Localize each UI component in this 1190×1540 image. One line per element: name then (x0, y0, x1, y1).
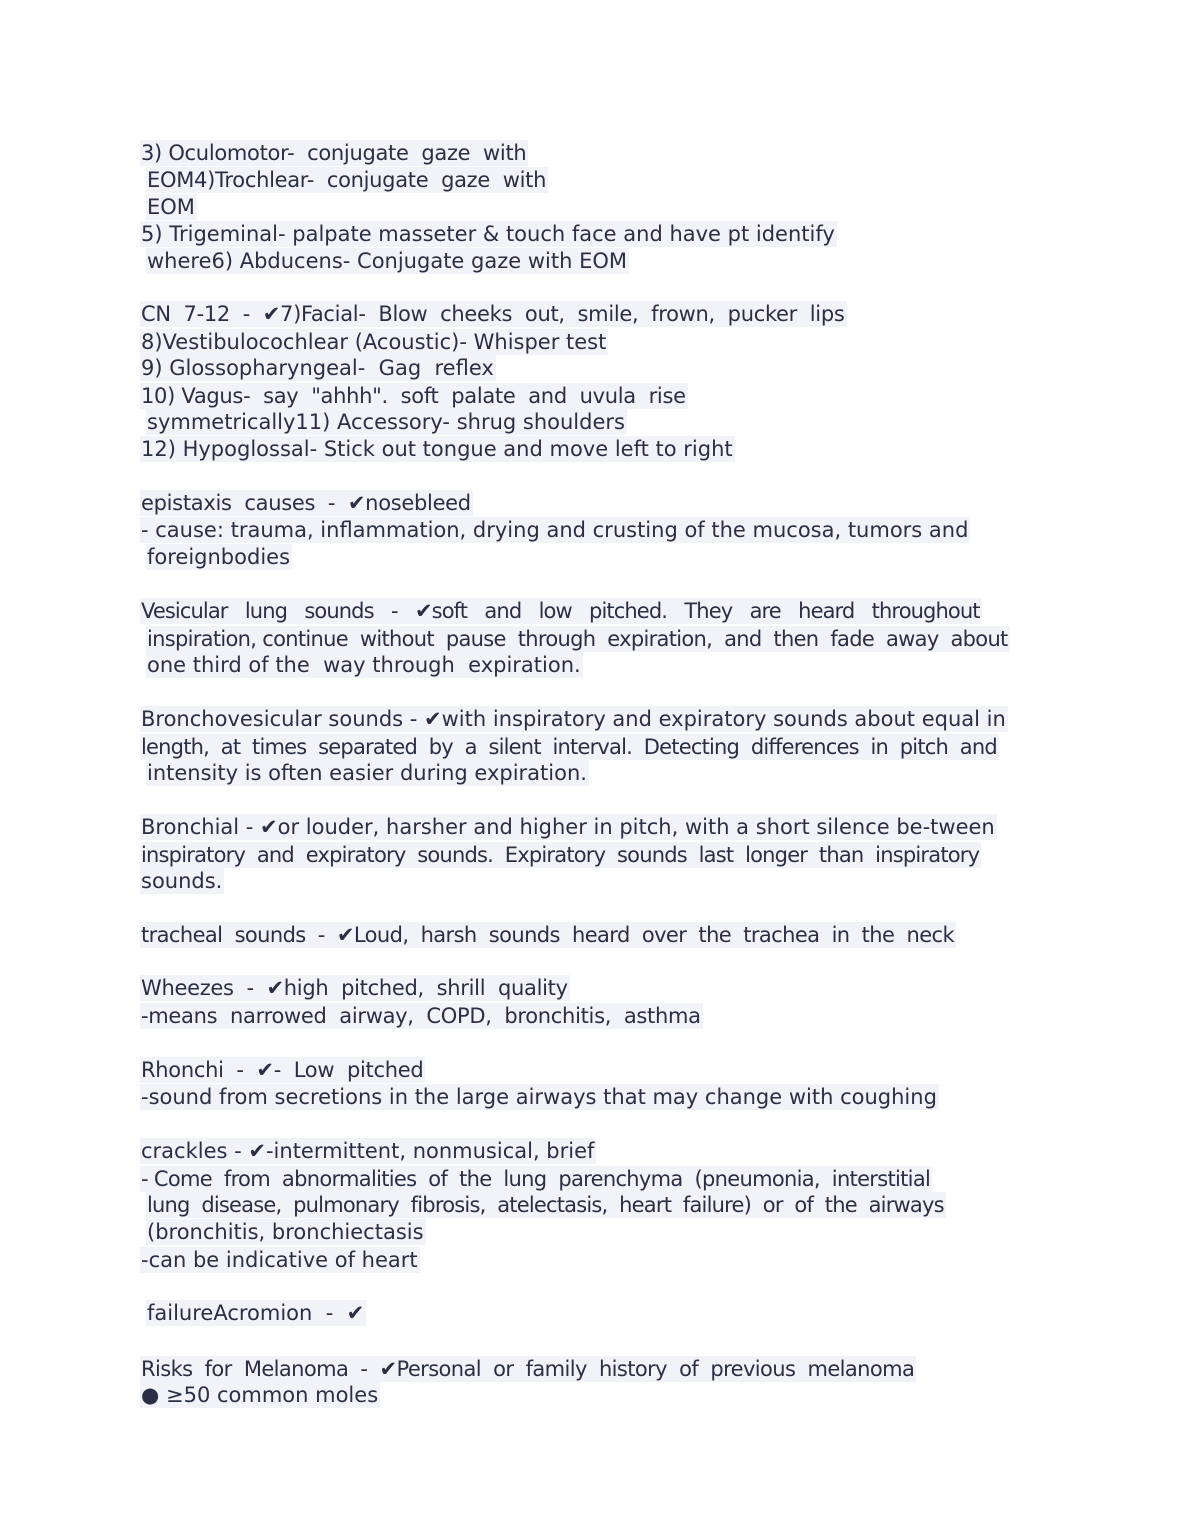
text-line-bronchovesicular-cont: length, at times separated by a silent interval. Detecting differences in pitch and (141, 735, 997, 759)
text-line-wheezes-cont: -means narrowed airway, COPD, bronchitis, asthma (141, 1004, 701, 1028)
text-line-melanoma: Risks for Melanoma - ✔Personal or family history of previous melanoma (141, 1357, 915, 1381)
text-line-hypoglossal: 12) Hypoglossal- Stick out tongue and move left to right (141, 437, 733, 461)
text-line-crackles-bronchitis: (bronchitis, bronchiectasis (147, 1220, 424, 1244)
text-line-vesicular-cont: inspiration, continue without pause through expiration, and then fade away about (147, 627, 1008, 651)
text-line-eom: EOM (147, 195, 195, 219)
text-line-bronchial-end: sounds. (141, 869, 223, 893)
text-line-bronchial: Bronchial - ✔or louder, harsher and higher in pitch, with a short silence be-tween (141, 815, 995, 839)
text-line-melanoma-moles: ● ≥50 common moles (141, 1383, 379, 1407)
text-line-epistaxis-cause: - cause: trauma, inflammation, drying and crusting of the mucosa, tumors and (141, 518, 969, 542)
text-line-tracheal: tracheal sounds - ✔Loud, harsh sounds heard over the trachea in the neck (141, 923, 955, 947)
text-line-vesicular-end: one third of the way through expiration. (147, 653, 581, 677)
text-line-crackles-heart: -can be indicative of heart (141, 1248, 418, 1272)
text-line-epistaxis: epistaxis causes - ✔nosebleed (141, 491, 471, 515)
text-line-crackles-cont: lung disease, pulmonary fibrosis, atelectasis, heart failure) or of the airways (147, 1193, 944, 1217)
text-line-glossopharyngeal: 9) Glossopharyngeal- Gag reflex (141, 356, 494, 380)
text-line-acromion: failureAcromion - ✔ (147, 1301, 365, 1325)
text-line-oculomotor: 3) Oculomotor- conjugate gaze with (141, 141, 527, 165)
text-line-vagus: 10) Vagus- say "ahhh". soft palate and uvula rise (141, 384, 686, 408)
text-line-bronchovesicular: Bronchovesicular sounds - ✔with inspiratory and expiratory sounds about equal in (141, 707, 1006, 731)
text-line-trochlear: EOM4)Trochlear- conjugate gaze with (147, 168, 547, 192)
text-line-vesicular: Vesicular lung sounds - ✔soft and low pitched. They are heard throughout (141, 599, 980, 623)
text-line-crackles: crackles - ✔-intermittent, nonmusical, brief (141, 1139, 595, 1163)
text-line-crackles-cause: - Come from abnormalities of the lung parenchyma (pneumonia, interstitial (141, 1167, 931, 1191)
text-line-trigeminal: 5) Trigeminal- palpate masseter & touch face and have pt identify (141, 222, 835, 246)
text-line-bronchial-cont: inspiratory and expiratory sounds. Expiratory sounds last longer than inspiratory (141, 843, 980, 867)
text-line-epistaxis-cont: foreignbodies (147, 545, 291, 569)
text-line-abducens: where6) Abducens- Conjugate gaze with EOM (147, 249, 627, 273)
text-line-bronchovesicular-end: intensity is often easier during expiration. (147, 761, 587, 785)
text-line-rhonchi: Rhonchi - ✔- Low pitched (141, 1058, 424, 1082)
text-line-accessory: symmetrically11) Accessory- shrug shoulders (147, 410, 625, 434)
text-line-wheezes: Wheezes - ✔high pitched, shrill quality (141, 976, 568, 1000)
text-line-rhonchi-cont: -sound from secretions in the large airways that may change with coughing (141, 1085, 937, 1109)
text-line-cn-7-12: CN 7-12 - ✔7)Facial- Blow cheeks out, smile, frown, pucker lips (141, 302, 845, 326)
text-line-vestibulocochlear: 8)Vestibulocochlear (Acoustic)- Whisper test (141, 330, 607, 354)
